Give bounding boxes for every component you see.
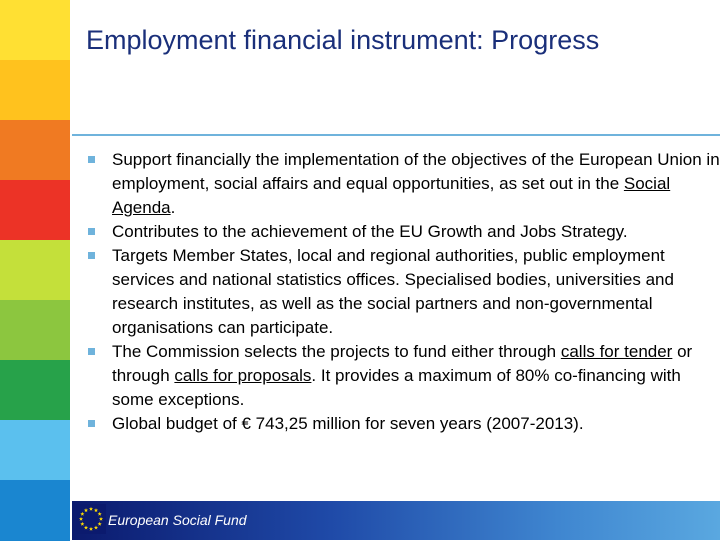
bullet-text: Targets Member States, local and regional authorities, public employment services and national statistics offices. Specialised bodies, universities and research institutes, as well as the social partners and non-governmental organisations can participate.	[112, 246, 674, 337]
bullet-text: Support financially the implementation of the objectives of the European Union in employment, social affairs and equal opportunities, as set out in the	[112, 150, 720, 193]
bullet-link[interactable]: Social Agenda	[112, 174, 671, 217]
bullet-item	[86, 148, 720, 220]
footer-banner	[72, 501, 720, 540]
bullet-text: . It provides a maximum of 80% co-financing with some exceptions.	[112, 366, 681, 409]
bullet-text: Global budget of € 743,25 million for seven years (2007-2013).	[112, 414, 584, 433]
color-bar-segment	[0, 240, 70, 301]
color-bar-segment	[0, 480, 70, 541]
bullet-text: or through	[112, 342, 693, 385]
bullet-item	[86, 220, 720, 244]
bullet-link[interactable]: calls for tender	[560, 342, 673, 361]
color-bar-segment	[0, 420, 70, 481]
title-divider	[72, 134, 720, 136]
bullet-square-icon	[88, 252, 95, 259]
bullet-text: The Commission selects the projects to fund either through	[112, 342, 561, 361]
bullet-text: Contributes to the achievement of the EU Growth and Jobs Strategy.	[112, 222, 628, 241]
color-bar-segment	[0, 180, 70, 241]
slide-title: Employment financial instrument: Progress	[86, 25, 600, 55]
bullet-square-icon	[88, 348, 95, 355]
bullet-text: .	[170, 198, 176, 217]
bullet-square-icon	[88, 420, 95, 427]
bullet-list	[86, 148, 720, 436]
color-bar-segment	[0, 300, 70, 361]
color-bar-segment	[0, 0, 70, 61]
eu-flag-icon	[76, 504, 106, 534]
bullet-square-icon	[88, 156, 95, 163]
decorative-color-bar	[0, 0, 70, 540]
color-bar-segment	[0, 120, 70, 181]
bullet-square-icon	[88, 228, 95, 235]
bullet-item	[86, 412, 720, 436]
bullet-link[interactable]: calls for proposals	[174, 366, 312, 385]
color-bar-segment	[0, 60, 70, 121]
footer-label: European Social Fund	[108, 512, 247, 528]
bullet-item	[86, 340, 720, 412]
color-bar-segment	[0, 360, 70, 421]
bullet-item	[86, 244, 720, 340]
